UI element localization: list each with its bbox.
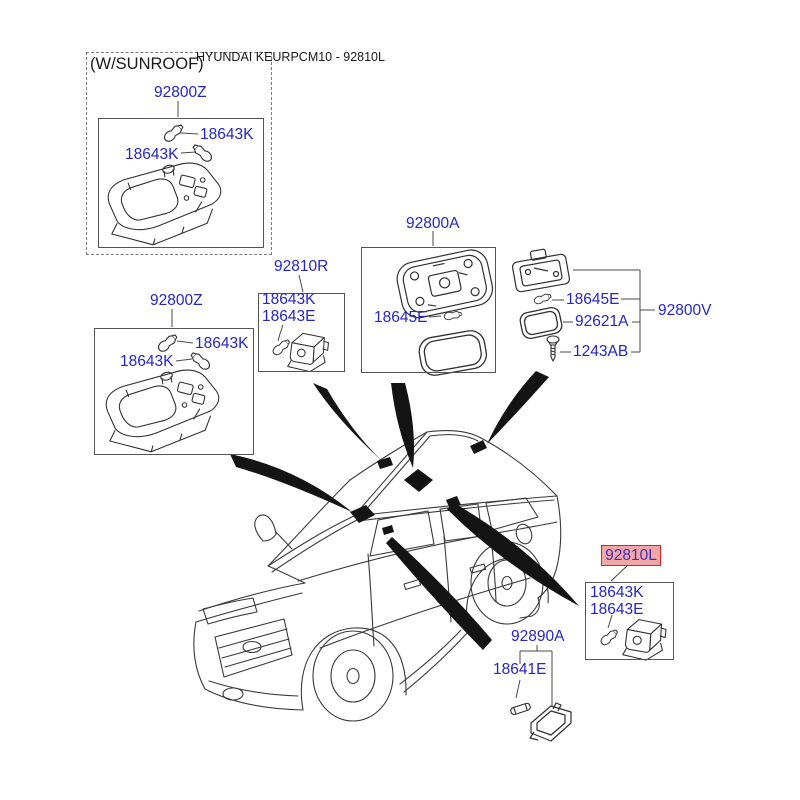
fog-lamp — [223, 688, 243, 700]
bulb-label-18643k[interactable]: 18643K — [125, 146, 179, 163]
side-mirror — [255, 515, 276, 541]
tail-lamp — [514, 522, 534, 546]
bulb-label-18643k[interactable]: 18643K — [195, 335, 249, 352]
bulb-label-18643k[interactable]: 18643K — [590, 584, 644, 601]
pointer-wedge-console — [230, 454, 352, 512]
pointer-wedge-map-lamp-right — [313, 383, 383, 462]
part-label-92800v[interactable]: 92800V — [658, 302, 712, 319]
brand-badge — [243, 642, 261, 653]
pointer-wedge-room-lamp — [391, 383, 414, 468]
roof-marker-front-room — [377, 457, 393, 469]
lens-label-18643e[interactable]: 18643E — [590, 601, 644, 618]
bulb-label-18645e[interactable]: 18645E — [374, 309, 428, 326]
pointer-wedge-luggage-lamp — [386, 537, 492, 650]
part-label-92810r[interactable]: 92810R — [274, 258, 329, 275]
roof-marker-map-lamp — [382, 525, 394, 535]
part-label-92800a[interactable]: 92800A — [406, 215, 460, 232]
part-label-92890a[interactable]: 92890A — [511, 628, 565, 645]
roof-marker-front-header — [350, 505, 375, 523]
luggage-lamp-drawing — [530, 703, 571, 741]
headlight — [203, 598, 257, 624]
roof-marker-sunroof-console — [404, 469, 433, 492]
bulb-18641e-drawing — [510, 702, 531, 715]
bulb-label-18643k[interactable]: 18643K — [120, 353, 174, 370]
screw-label-1243ab[interactable]: 1243AB — [573, 343, 629, 360]
bulb-18645e-drawing — [533, 292, 552, 305]
front-wheel — [313, 631, 393, 721]
part-label-92800z[interactable]: 92800Z — [150, 292, 203, 309]
bulb-label-18643k[interactable]: 18643K — [200, 126, 254, 143]
rear-room-lamp-drawing — [512, 249, 570, 293]
part-label-92800z-sunroof[interactable]: 92800Z — [154, 84, 207, 101]
lens-label-92621a[interactable]: 92621A — [575, 313, 629, 330]
bulb-label-18641e[interactable]: 18641E — [493, 661, 547, 678]
bulb-label-18643k[interactable]: 18643K — [262, 291, 316, 308]
pointer-wedge-rear-room-lamp — [487, 371, 549, 444]
bulb-label-18645e[interactable]: 18645E — [566, 291, 620, 308]
page-title: HYUNDAI KEURPCM10 - 92810L — [196, 50, 385, 64]
sunroof-note: (W/SUNROOF) — [90, 55, 204, 73]
grille — [215, 619, 292, 677]
part-label-92810l-highlighted[interactable]: 92810L — [601, 545, 661, 566]
lens-label-18643e[interactable]: 18643E — [262, 308, 316, 325]
lens-92621a-drawing — [519, 306, 564, 340]
screw-1243ab-drawing — [547, 336, 559, 361]
roof-marker-rear-room — [470, 440, 487, 454]
